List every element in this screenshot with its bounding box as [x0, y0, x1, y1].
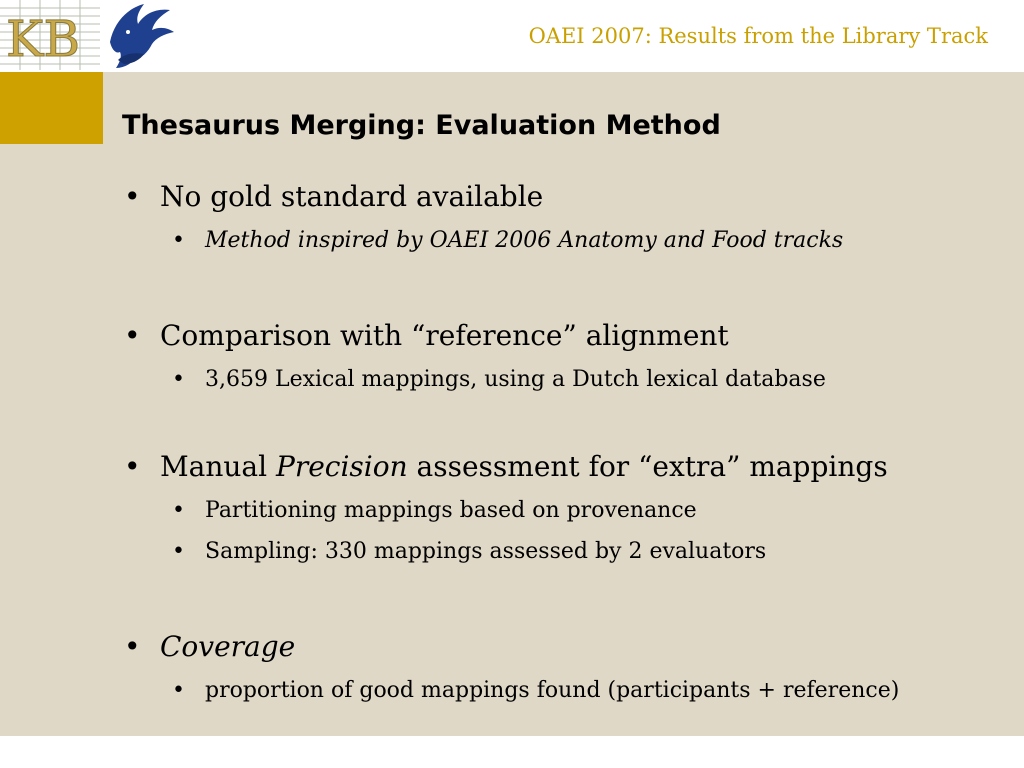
sub-bullet-point	[172, 539, 766, 564]
sub-bullet-text: Method inspired by OAEI 2006 Anatomy and Food tracks	[205, 228, 844, 253]
footer-band	[0, 736, 1024, 768]
header-bar	[0, 0, 1024, 72]
bullet-glyph: •	[172, 367, 185, 392]
sub-bullet-point	[172, 498, 697, 523]
bullet-glyph: •	[124, 319, 141, 352]
bullet-text-emphasis: Precision	[275, 450, 408, 483]
header-title: OAEI 2007: Results from the Library Track	[528, 24, 988, 48]
bullet-point	[124, 180, 543, 213]
sub-bullet-text: 3,659 Lexical mappings, using a Dutch lexical database	[205, 367, 826, 392]
sub-bullet-point	[172, 367, 826, 392]
sub-bullet-text: Sampling: 330 mappings assessed by 2 evaluators	[205, 539, 767, 564]
sub-bullet-text: proportion of good mappings found (participants + reference)	[205, 678, 900, 703]
bullet-text: Coverage	[160, 630, 296, 663]
griffin-logo	[104, 2, 176, 70]
sub-bullet-text: Partitioning mappings based on provenance	[205, 498, 697, 523]
svg-text:KB: KB	[6, 10, 81, 68]
bullet-point	[124, 450, 888, 483]
slide-title: Thesaurus Merging: Evaluation Method	[122, 110, 721, 141]
accent-block	[0, 72, 103, 144]
bullet-glyph: •	[172, 228, 185, 253]
sub-bullet-point	[172, 228, 843, 253]
bullet-point	[124, 630, 295, 663]
bullet-text: Comparison with “reference” alignment	[160, 319, 729, 352]
bullet-point	[124, 319, 729, 352]
bullet-glyph: •	[124, 180, 141, 213]
bullet-glyph: •	[172, 678, 185, 703]
bullet-glyph: •	[172, 539, 185, 564]
bullet-text-after: assessment for “extra” mappings	[407, 450, 888, 483]
bullet-glyph: •	[124, 450, 141, 483]
bullet-text-before: Manual	[160, 450, 276, 483]
bullet-glyph: •	[124, 630, 141, 663]
sub-bullet-point	[172, 678, 899, 703]
bullet-text: No gold standard available	[160, 180, 544, 213]
bullet-glyph: •	[172, 498, 185, 523]
kb-logo	[0, 0, 100, 70]
